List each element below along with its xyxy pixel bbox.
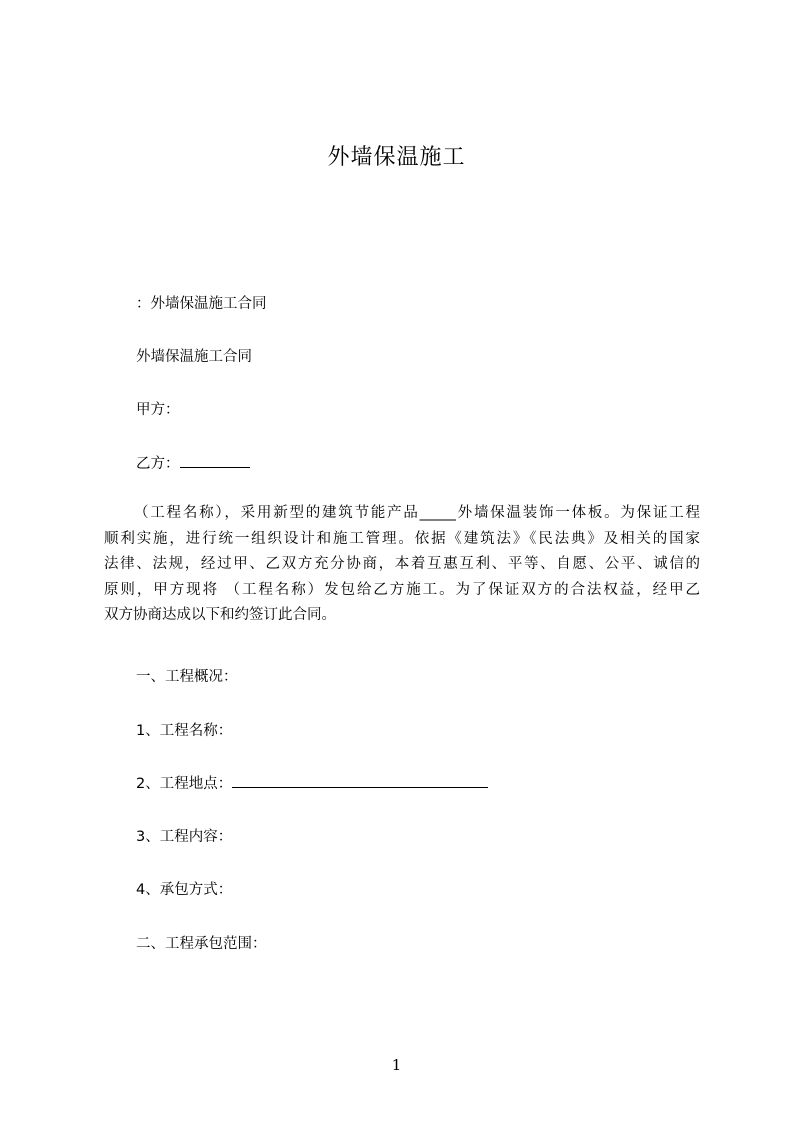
item-contract-method: 4、承包方式：	[136, 882, 233, 898]
intro-line: （工程名称），采用新型的建筑节能产品_____外墙保温装饰一体板。为保证工程	[134, 505, 700, 521]
party-a-label: 甲方：	[136, 402, 180, 418]
intro-line: 双方协商达成以下和约签订此合同。	[104, 607, 336, 623]
party-b-label: 乙方：	[136, 456, 180, 472]
intro-line: 原则，甲方现将 （工程名称）发包给乙方施工。为了保证双方的合法权益，经甲乙	[104, 581, 700, 598]
section2-heading: 二、工程承包范围：	[136, 936, 267, 952]
contract-name: 外墙保温施工合同	[136, 349, 252, 365]
intro-line: 法律、法规，经过甲、乙双方充分协商，本着互惠互利、平等、自愿、公平、诚信的	[104, 556, 700, 572]
location-blank	[232, 773, 488, 788]
document-title: 外墙保温施工	[327, 145, 466, 170]
subject-line: ：外墙保温施工合同	[136, 296, 267, 312]
intro-line: 顺利实施，进行统一组织设计和施工管理。依据《建筑法》《民法典》及相关的国家	[104, 530, 700, 547]
section1-heading: 一、工程概况：	[136, 669, 238, 685]
item-project-name: 1、工程名称：	[136, 723, 233, 739]
item-project-content: 3、工程内容：	[136, 829, 233, 845]
intro-paragraph	[104, 501, 700, 629]
party-b-blank	[180, 453, 250, 468]
party-b-row	[136, 452, 250, 473]
item-project-location-row	[136, 772, 488, 793]
page-number: 1	[391, 1056, 402, 1074]
item-project-location: 2、工程地点：	[136, 776, 233, 792]
